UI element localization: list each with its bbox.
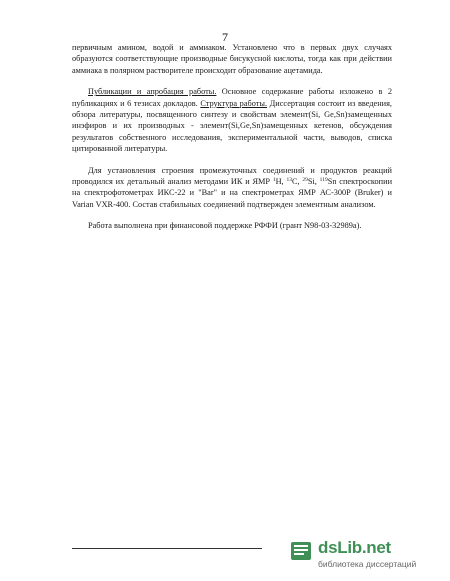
- methods-text-4: Si,: [307, 177, 320, 187]
- document-body: [72, 42, 392, 242]
- methods-text-2: Н,: [275, 177, 287, 187]
- isotope-h-mass: 1: [272, 177, 276, 184]
- methods-text-5: Sn спектроскопии на спектрофотометрах ИКС-22 и "Bar" и на спектрометрах ЯМР АС-300Р (Bruker) и Varian VXR-400. Состав стабильных соединений подтвержден элементным анализом.: [72, 177, 393, 209]
- publications-heading: Публикации и апробация работы.: [88, 87, 217, 97]
- paragraph-publications-structure: [72, 86, 392, 154]
- publications-text: Основное содержание работы изложено в 2 публикациях и 6 тезисах докладов.: [72, 87, 392, 108]
- footnote-divider: [72, 548, 262, 549]
- methods-text-1: Для установления строения промежуточных соединений и продуктов реакций проводился их детальный анализ методами ИК и ЯМР: [72, 165, 392, 187]
- watermark: [288, 536, 440, 576]
- isotope-si-mass: 29: [302, 177, 308, 184]
- structure-text: Диссертация состоит из введения, обзора литературы, посвященного синтезу и свойствам элемент(Si, Ge,Sn)замещенных инэфиров и их производных - элемент(Si,Ge,Sn)замещенных кетенов, обсуждения результатов собственного исследования, экспериментальной части, выводов, списка цитированной литературы.: [72, 98, 392, 154]
- paragraph-funding: Работа выполнена при финансовой поддержке РФФИ (грант N98-03-32989а).: [88, 221, 362, 231]
- structure-heading: Структура работы.: [200, 98, 268, 108]
- paragraph-reaction-results: первичным амином, водой и аммиаком. Установлено что в первых двух случаях образуются соответствующие производные бисукусной кислоты, тогда как при действии аммиака в полярном растворителе происходит образование ацетамида.: [72, 43, 392, 75]
- watermark-site-name: dsLib.net: [318, 538, 391, 557]
- isotope-sn-mass: 119: [319, 177, 328, 184]
- page-number: 7: [222, 30, 228, 44]
- book-logo-icon: [288, 538, 314, 564]
- watermark-subtitle: библиотека диссертаций: [318, 559, 417, 569]
- methods-text-3: С,: [291, 177, 303, 187]
- paragraph-methods: [72, 165, 392, 211]
- isotope-c-mass: 13: [286, 177, 292, 184]
